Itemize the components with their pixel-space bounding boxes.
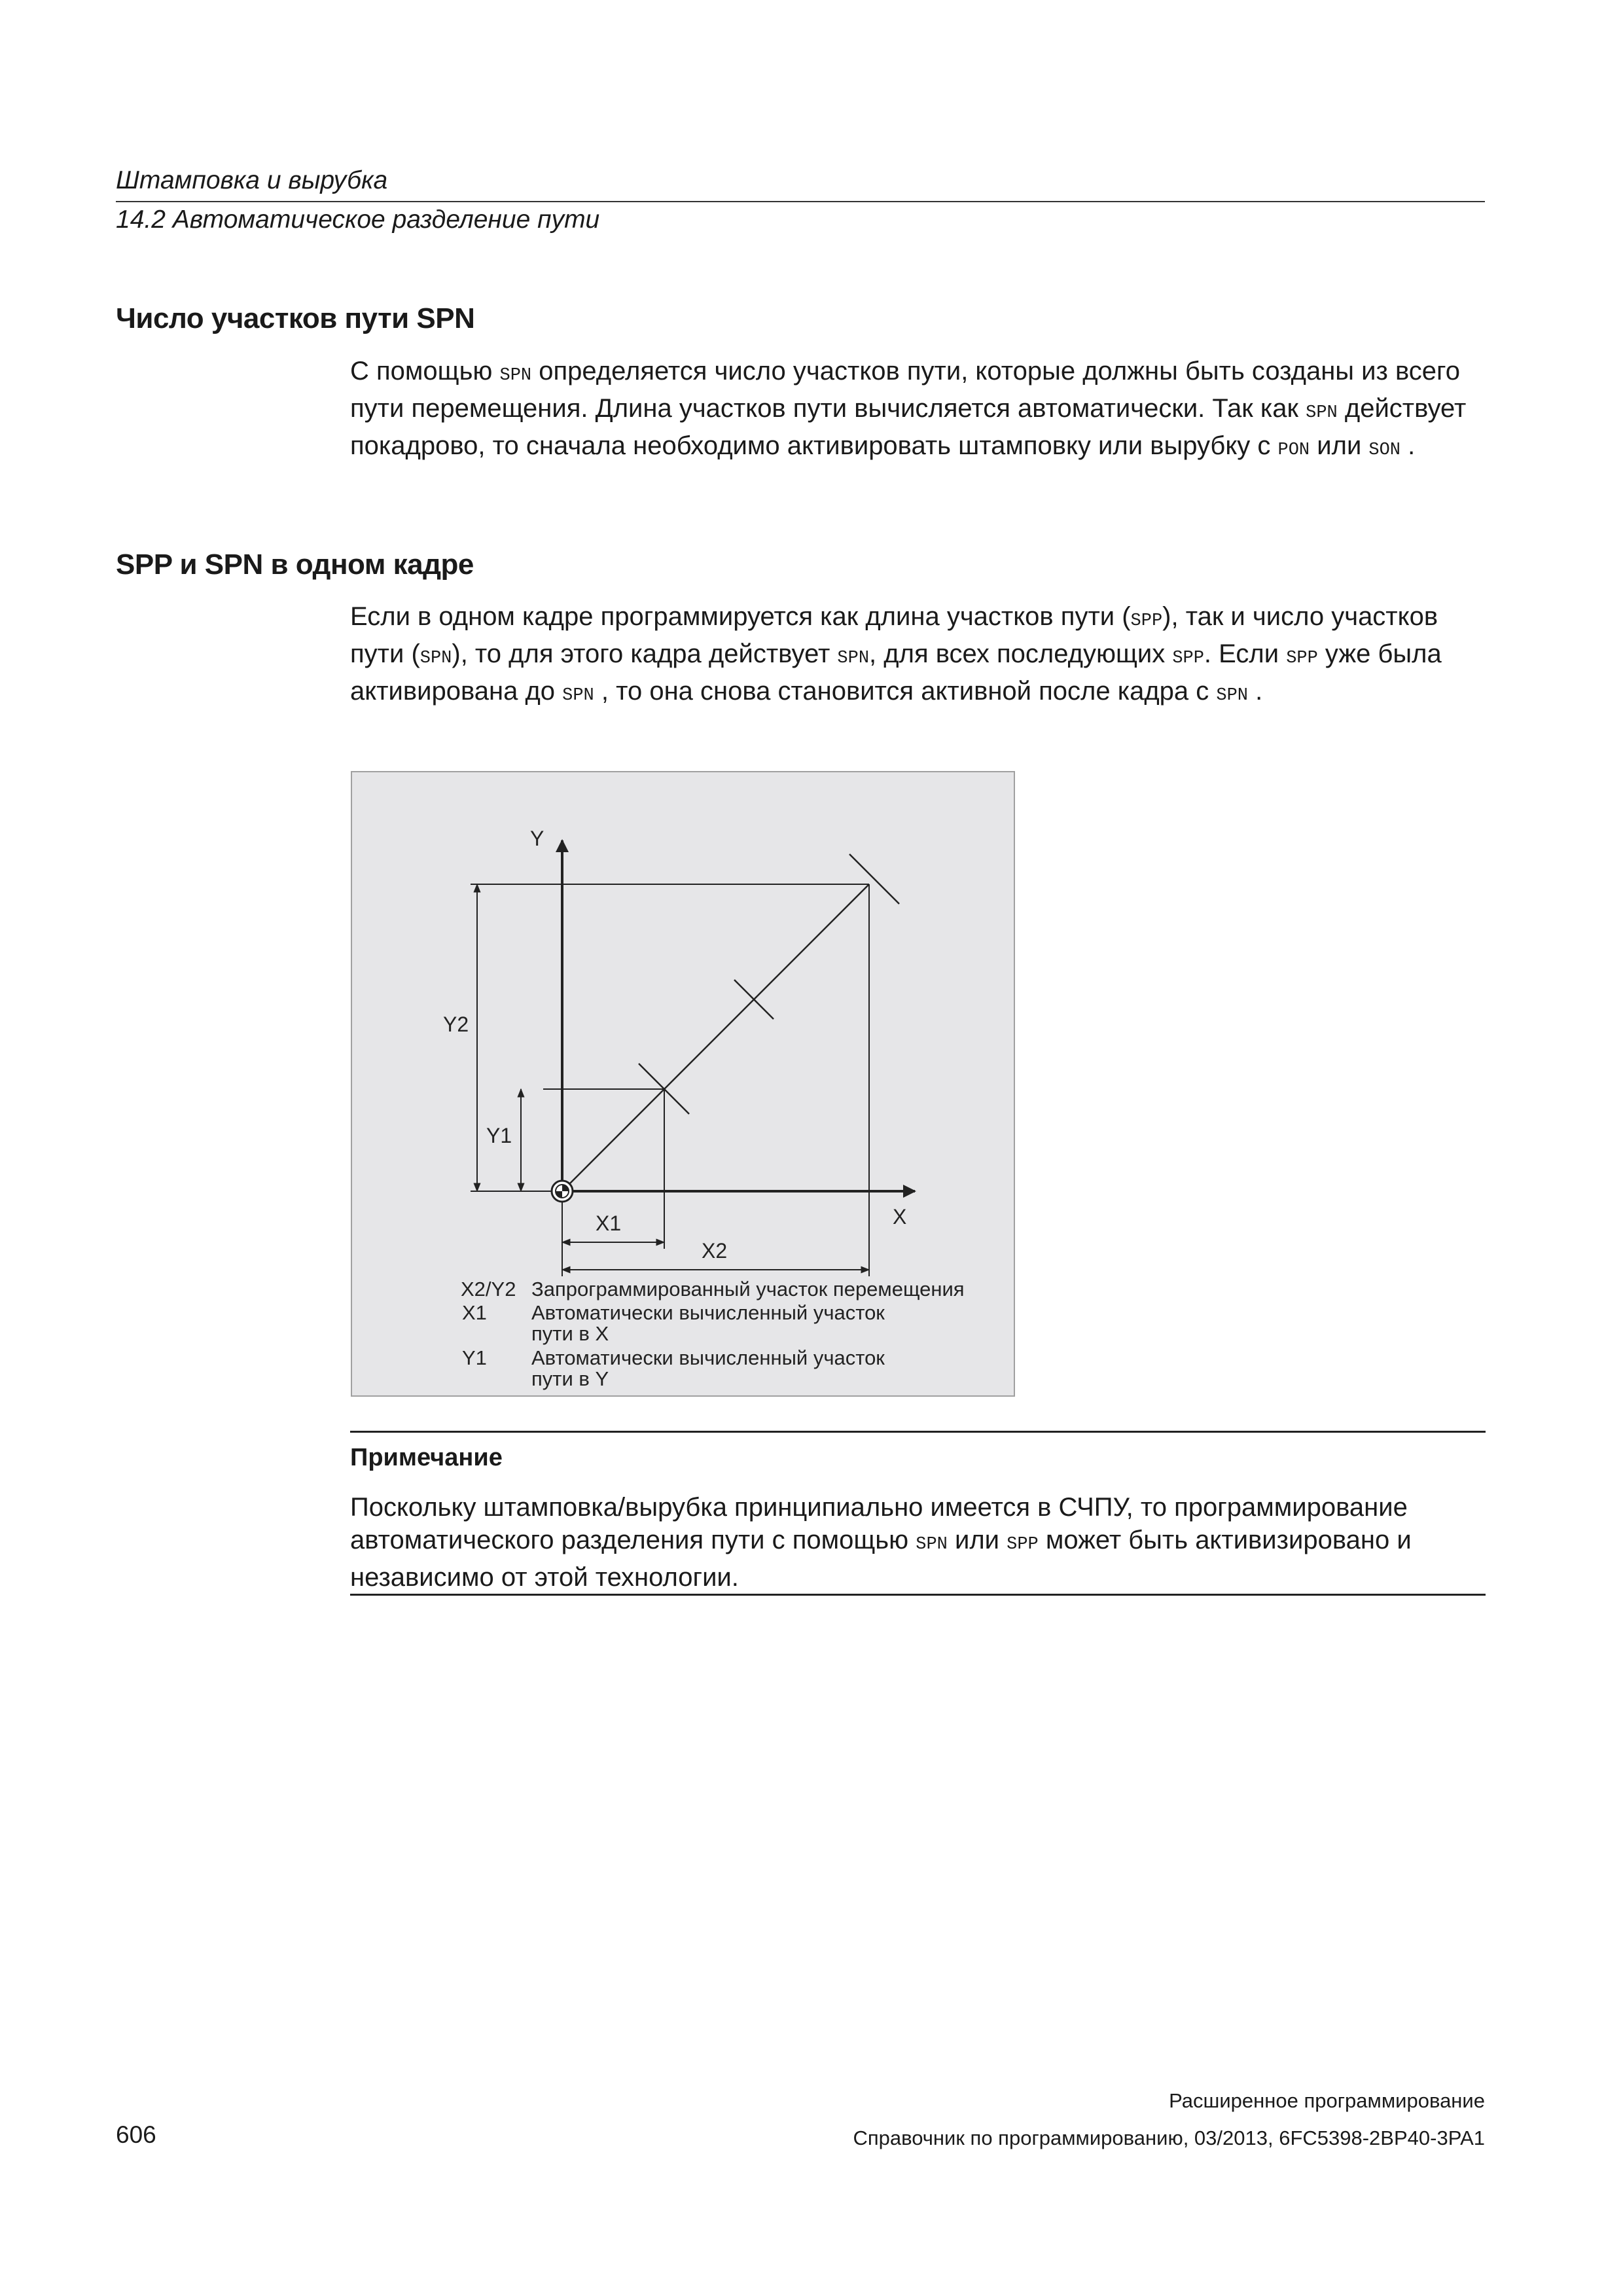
note-bottom-rule: [350, 1594, 1486, 1596]
text: Поскольку штамповка/вырубка принципиально имеется в СЧПУ, то программирование автоматического разделения пути с помощью: [350, 1493, 1408, 1554]
legend-key: X2/Y2: [461, 1278, 516, 1300]
footer-book-reference: Справочник по программированию, 03/2013, 6FC5398-2BP40-3PA1: [853, 2126, 1485, 2149]
text: или: [947, 1526, 1007, 1554]
text: . Если: [1204, 639, 1287, 668]
text: определяется число участков пути, которые должны быть созданы из всего пути перемещения. Длина участков пути вычисляется автоматически. Так как: [350, 357, 1460, 423]
legend-text: Автоматически вычисленный участок: [531, 1301, 885, 1324]
paragraph: [350, 600, 1489, 712]
text: , для всех последующих: [869, 639, 1173, 668]
code-spp: SPP: [1172, 649, 1204, 668]
section-heading-spp-spn: SPP и SPN в одном кадре: [116, 548, 474, 581]
section-heading-spn: Число участков пути SPN: [116, 302, 475, 334]
text: может быть активизировано и независимо от этой технологии.: [350, 1526, 1412, 1592]
y-axis-label: Y: [530, 827, 544, 850]
code-son: SON: [1368, 440, 1401, 460]
page-number: 606: [116, 2121, 156, 2148]
paragraph: [350, 1491, 1489, 1594]
legend-key: X1: [462, 1301, 487, 1324]
text: С помощью: [350, 357, 500, 386]
code-spn: SPN: [499, 366, 532, 386]
text: действует покадрово, то сначала необходимо активировать штамповку или вырубку с: [350, 394, 1467, 460]
text: Если в одном кадре программируется как длина участков пути (: [350, 602, 1131, 631]
legend-text: Автоматически вычисленный участок: [531, 1346, 885, 1369]
text: ), так и число участков пути (: [350, 602, 1438, 668]
code-pon: PON: [1277, 440, 1310, 460]
x2-label: X2: [702, 1239, 728, 1263]
code-spp: SPP: [1007, 1535, 1039, 1554]
y2-label: Y2: [443, 1013, 469, 1036]
programmed-path: [562, 884, 869, 1191]
text: или: [1310, 431, 1369, 460]
code-spn: SPN: [837, 649, 870, 668]
text: ), то для этого кадра действует: [452, 639, 838, 668]
figure-legend: [461, 1278, 965, 1390]
code-spp: SPP: [1286, 649, 1318, 668]
legend-text: пути в Y: [531, 1367, 609, 1390]
origin-marker-icon: [552, 1181, 573, 1202]
text: .: [1400, 431, 1416, 460]
text: уже была активирована до: [350, 639, 1442, 706]
code-spn: SPN: [916, 1535, 948, 1554]
note-top-rule: [350, 1431, 1486, 1433]
note-body: [350, 1491, 1489, 1594]
legend-key: Y1: [462, 1346, 487, 1369]
section-spn-body: [350, 355, 1489, 467]
code-spn: SPN: [1306, 403, 1338, 423]
y1-label: Y1: [486, 1124, 512, 1147]
legend-text: Запрограммированный участок перемещения: [531, 1278, 965, 1300]
running-header-chapter: Штамповка и вырубка: [116, 166, 388, 194]
text: .: [1248, 677, 1263, 706]
paragraph: [350, 355, 1489, 467]
running-header-section: 14.2 Автоматическое разделение пути: [116, 206, 600, 234]
legend-text: пути в X: [531, 1322, 609, 1345]
path-division-figure: [351, 771, 1015, 1397]
code-spn: SPN: [419, 649, 452, 668]
note-title: Примечание: [350, 1444, 503, 1471]
footer-book-title: Расширенное программирование: [1169, 2089, 1485, 2112]
code-spn: SPN: [1216, 686, 1249, 706]
text: , то она снова становится активной после кадра с: [594, 677, 1217, 706]
code-spp: SPP: [1130, 611, 1163, 631]
path-division-diagram: [352, 772, 1016, 1398]
section-spp-spn-body: [350, 600, 1489, 712]
x1-label: X1: [596, 1211, 622, 1235]
x-axis-label: X: [893, 1205, 907, 1229]
code-spn: SPN: [562, 686, 594, 706]
header-divider: [116, 201, 1485, 202]
